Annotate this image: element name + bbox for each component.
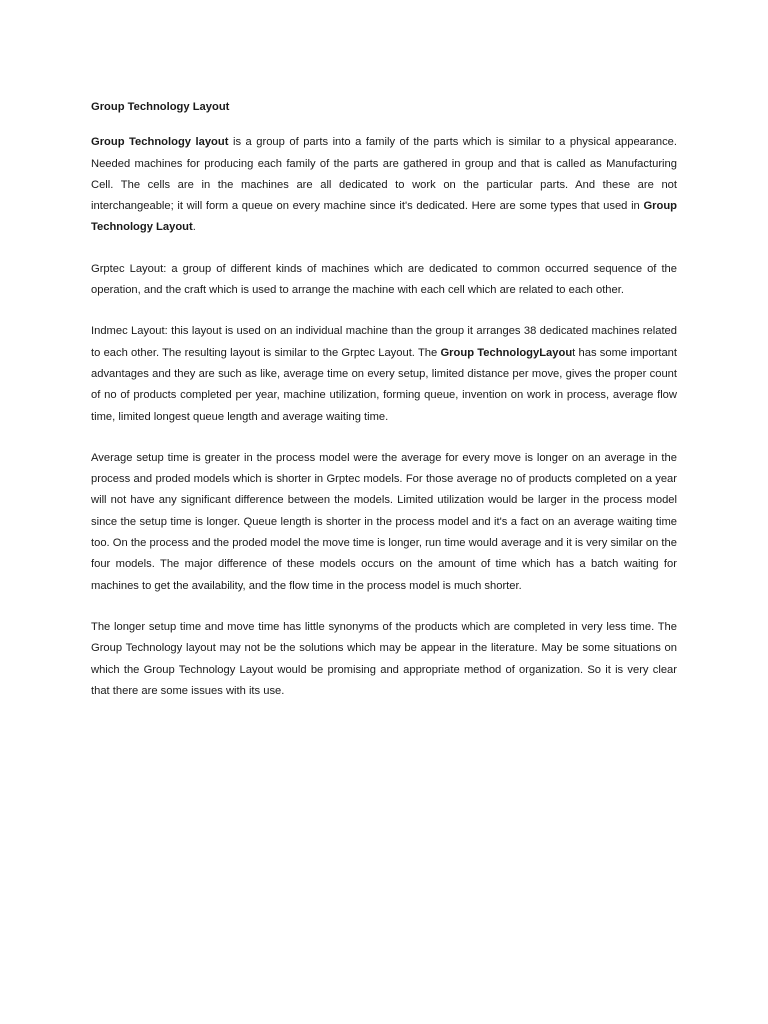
intro-lead-bold: Group Technology layout [91,136,229,149]
intro-body: is a group of parts into a family of the parts which is similar to a physical appearance. Needed machines for producing each family of the parts are gathered in group and that is called as Manufacturing Cell. The cells are in the machines are all dedicated to work on the particular parts. And these are not interchangeable; it will form a queue on every machine since it's dedicated. Here are some types that used in [91,136,677,213]
paragraph-intro [91,132,677,238]
document-page [91,97,677,722]
paragraph-setup-time: Average setup time is greater in the process model were the average for every move is longer on an average in the process and proded models which is shorter in Grptec models. For those average no of products completed on a year will not have any significant difference between the models. Limited utilization would be larger in the process model since the setup time is longer. Queue length is shorter in the process model and it's a fact on an average waiting time too. On the process and the proded model the move time is longer, run time would average and it is very similar on the four models. The major difference of these models occurs on the amount of time which has a batch waiting for machines to get the availability, and the flow time in the process model is much shorter. [91,451,677,592]
document-title: Group Technology Layout [91,101,230,113]
paragraph-indmec [91,321,677,427]
paragraph-grptec: Grptec Layout: a group of different kinds of machines which are dedicated to common occurred sequence of the operation, and the craft which is used to arrange the machine with each cell which are related to each other. [91,262,677,297]
indmec-bold: Group TechnologyLayou [440,346,573,359]
indmec-before: Indmec Layout: this layout is used on an individual machine than the group it arranges 38 dedicated machines related to each other. The resulting layout is similar to the Grptec Layout. The [91,325,677,359]
intro-end: . [192,221,196,234]
indmec-after: t has some important advantages and they are such as like, average time on every setup, limited distance per move, gives the proper count of no of products completed per year, machine utilization, forming queue, invention on work in process, average flow time, limited longest queue length and average waiting time. [91,346,677,423]
intro-tail-bold: Group Technology Layout [91,200,677,234]
paragraph-conclusion: The longer setup time and move time has little synonyms of the products which are completed in very less time. The Group Technology layout may not be the solutions which may be appear in the literature. May be some situations on which the Group Technology Layout would be promising and appropriate method of organization. So it is very clear that there are some issues with its use. [91,620,677,697]
